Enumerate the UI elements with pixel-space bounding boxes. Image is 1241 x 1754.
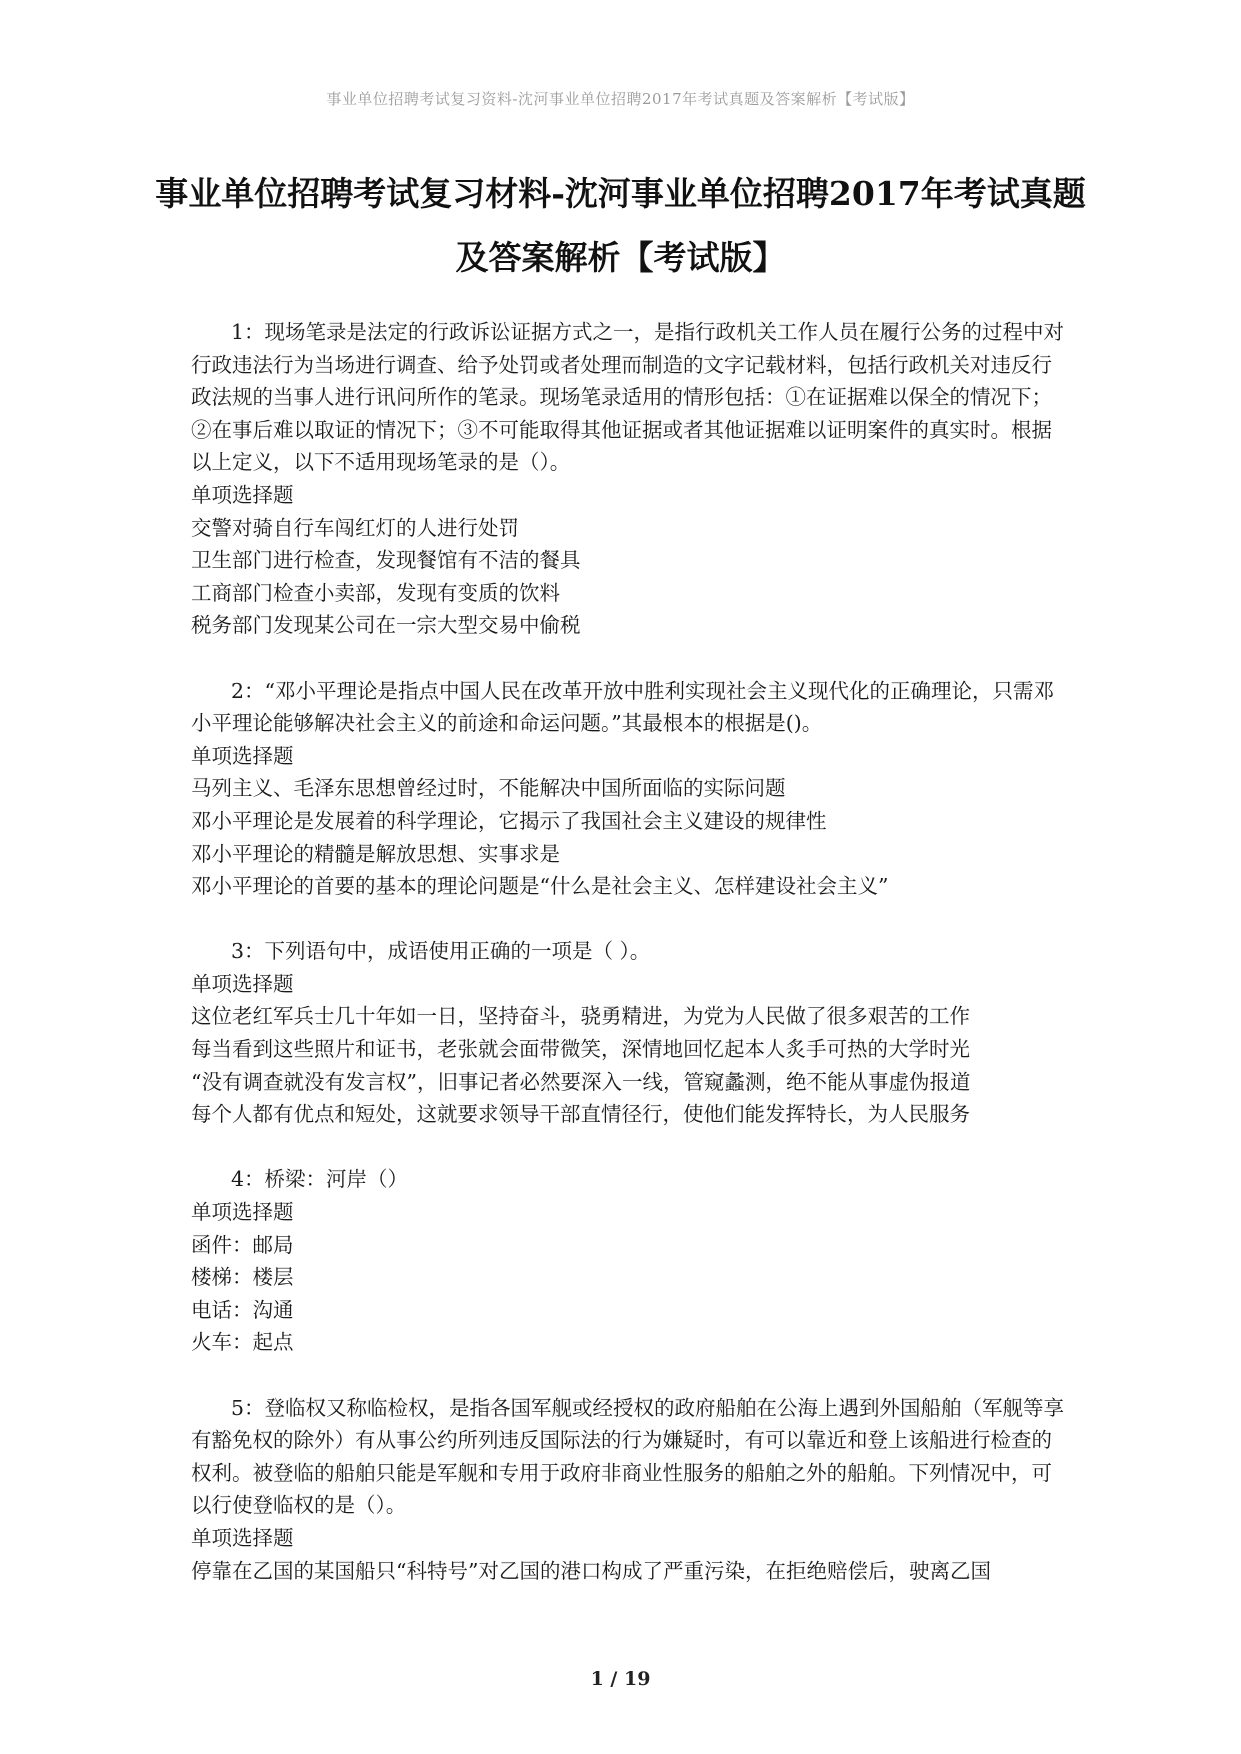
question-option: 电话：沟通	[191, 1297, 294, 1322]
question-option: 火车：起点	[191, 1330, 294, 1355]
question-option: 邓小平理论是发展着的科学理论，它揭示了我国社会主义建设的规律性	[191, 808, 827, 833]
question-option: 这位老红军兵士几十年如一日，坚持奋斗，骁勇精进，为党为人民做了很多艰苦的工作	[191, 1004, 970, 1029]
question-type: 单项选择题	[191, 743, 294, 768]
page-total: 19	[623, 1668, 651, 1690]
question-option: 邓小平理论的首要的基本的理论问题是“什么是社会主义、怎样建设社会主义”	[191, 874, 889, 899]
question-type: 单项选择题	[191, 482, 294, 507]
question-option: 交警对骑自行车闯红灯的人进行处罚	[191, 515, 519, 540]
question-item	[191, 675, 1071, 903]
document-title: 事业单位招聘考试复习材料-沈河事业单位招聘2017年考试真题及答案解析【考试版】	[155, 174, 1086, 277]
question-option: 每个人都有优点和短处，这就要求领导干部直情径行，使他们能发挥特长，为人民服务	[191, 1102, 970, 1127]
question-option: 每当看到这些照片和证书，老张就会面带微笑，深情地回忆起本人炙手可热的大学时光	[191, 1037, 970, 1062]
question-type: 单项选择题	[191, 1525, 294, 1550]
question-option: 函件：邮局	[191, 1232, 294, 1257]
question-item	[191, 935, 1071, 1131]
question-option: 工商部门检查小卖部，发现有变质的饮料	[191, 580, 560, 605]
question-stem: 3：下列语句中，成语使用正确的一项是（ ）。	[231, 939, 651, 964]
page-number	[0, 1668, 1241, 1690]
question-option: 马列主义、毛泽东思想曾经过时，不能解决中国所面临的实际问题	[191, 776, 786, 801]
question-type: 单项选择题	[191, 971, 294, 996]
question-type: 单项选择题	[191, 1200, 294, 1225]
running-header: 事业单位招聘考试复习资料-沈河事业单位招聘2017年考试真题及答案解析【考试版】	[326, 90, 915, 108]
question-stem: 1：现场笔录是法定的行政诉讼证据方式之一，是指行政机关工作人员在履行公务的过程中对行政违法行为当场进行调查、给予处罚或者处理而制造的文字记载材料，包括行政机关对违反行政法规的当事人进行讯问所作的笔录。现场笔录适用的情形包括：①在证据难以保全的情况下；②在事后难以取证的情况下；③不可能取得其他证据或者其他证据难以证明案件的真实时。根据以上定义，以下不适用现场笔录的是（）。	[191, 320, 1065, 475]
question-stem: 4：桥梁：河岸（）	[231, 1167, 409, 1192]
question-item	[191, 1392, 1071, 1588]
question-option: 楼梯：楼层	[191, 1265, 294, 1290]
question-list	[191, 316, 1071, 1587]
question-option: 卫生部门进行检查，发现餐馆有不洁的餐具	[191, 548, 581, 573]
question-item	[191, 1163, 1071, 1359]
question-item	[191, 316, 1071, 642]
question-option: “没有调查就没有发言权”，旧事记者必然要深入一线，管窥蠡测，绝不能从事虚伪报道	[191, 1069, 971, 1094]
page-separator: /	[603, 1668, 624, 1690]
question-option: 税务部门发现某公司在一宗大型交易中偷税	[191, 613, 581, 638]
question-stem: 5：登临权又称临检权，是指各国军舰或经授权的政府船舶在公海上遇到外国船舶（军舰等享有豁免权的除外）有从事公约所列违反国际法的行为嫌疑时，有可以靠近和登上该船进行检查的权利。被登临的船舶只能是军舰和专用于政府非商业性服务的船舶之外的船舶。下列情况中，可以行使登临权的是（）。	[191, 1395, 1065, 1518]
question-option: 停靠在乙国的某国船只“科特号”对乙国的港口构成了严重污染，在拒绝赔偿后，驶离乙国	[191, 1558, 991, 1583]
question-stem: 2：“邓小平理论是指点中国人民在改革开放中胜利实现社会主义现代化的正确理论，只需邓小平理论能够解决社会主义的前途和命运问题。”其最根本的根据是()。	[191, 678, 1055, 736]
page-current: 1	[590, 1668, 604, 1690]
question-option: 邓小平理论的精髓是解放思想、实事求是	[191, 841, 560, 866]
